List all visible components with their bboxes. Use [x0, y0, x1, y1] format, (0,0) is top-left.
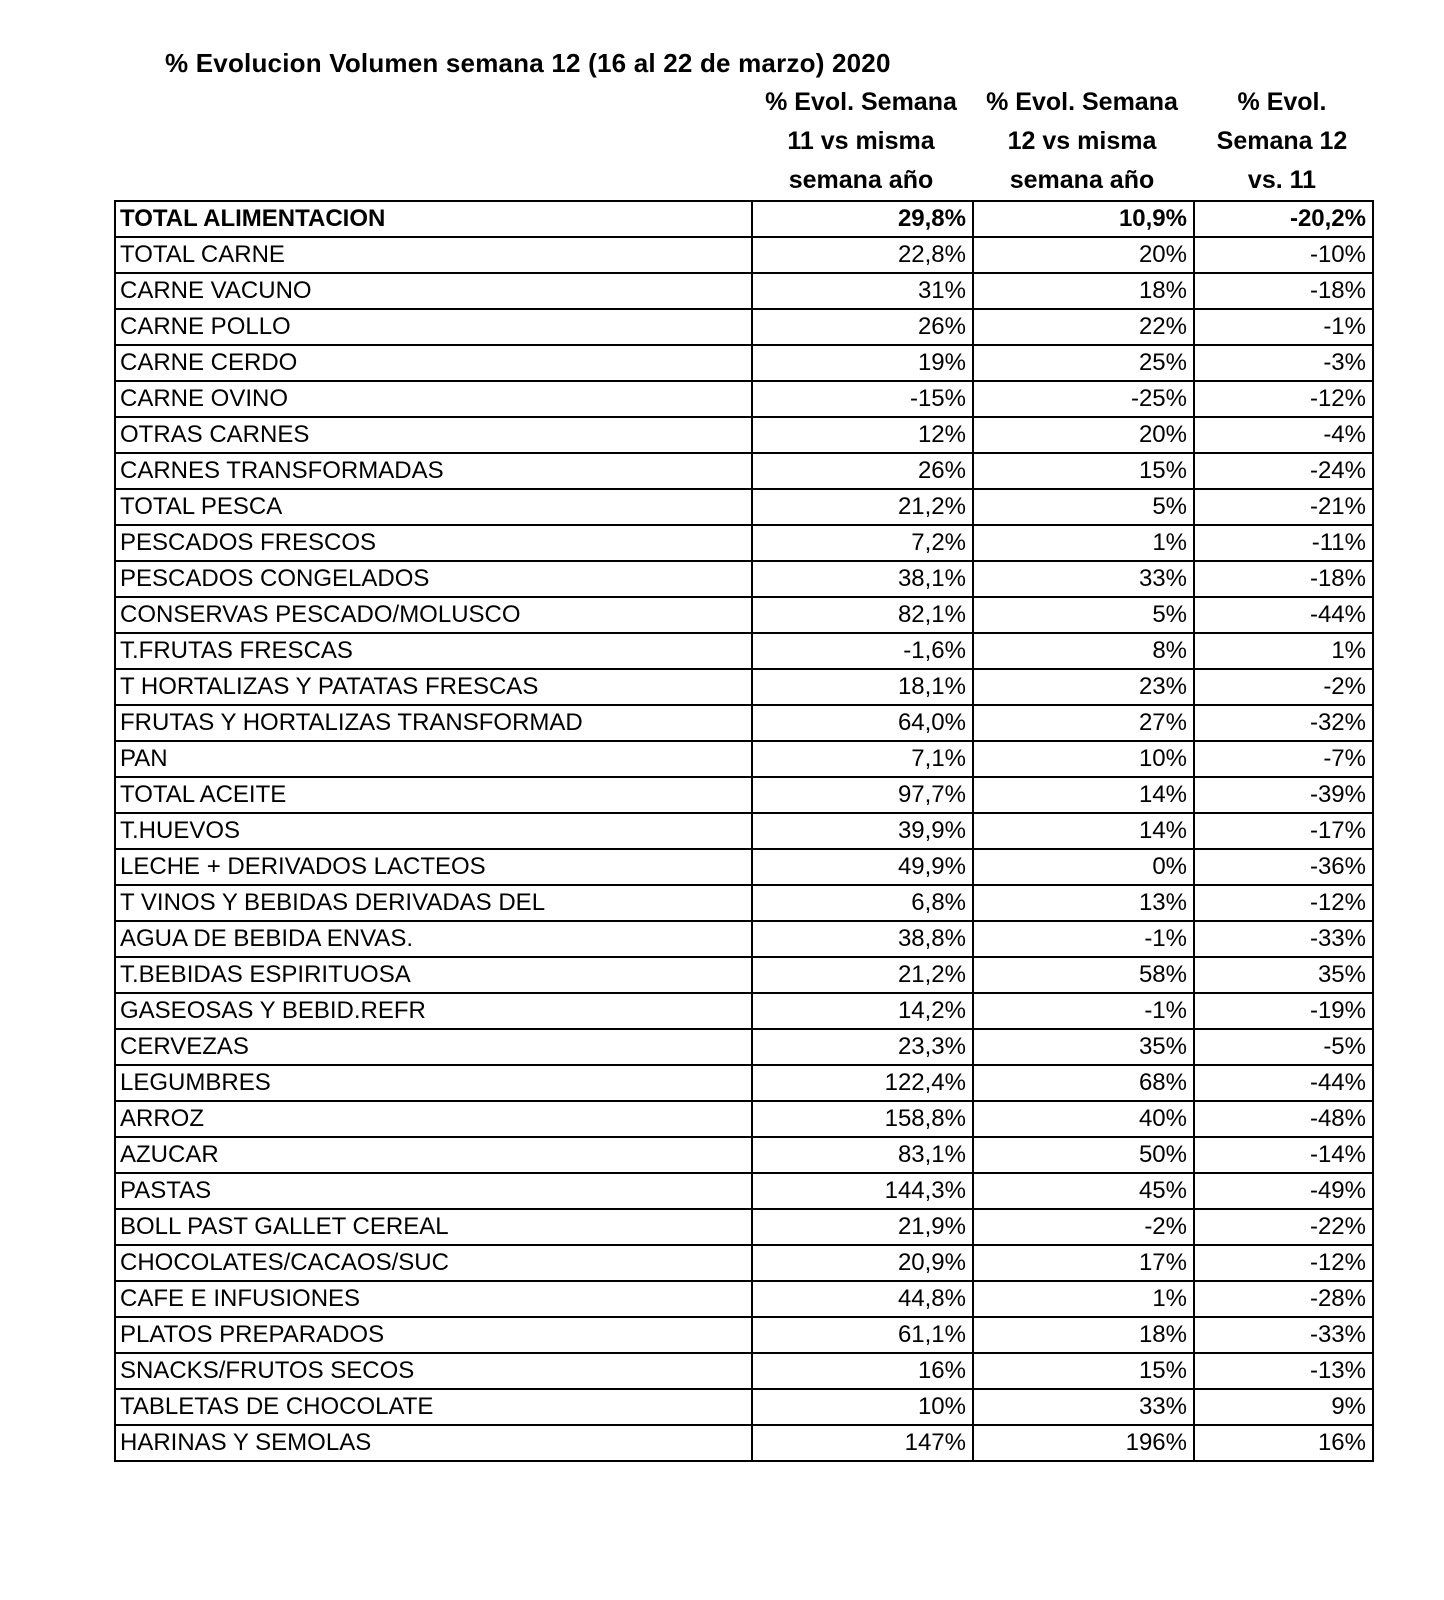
- column-header-line: vs. 11: [1247, 166, 1317, 194]
- category-cell: FRUTAS Y HORTALIZAS TRANSFORMAD: [115, 705, 752, 741]
- evol-week12-vs-11-cell: -10%: [1194, 237, 1373, 273]
- category-cell: CAFE E INFUSIONES: [115, 1281, 752, 1317]
- evol-week12-cell: 25%: [973, 345, 1194, 381]
- category-cell: T HORTALIZAS Y PATATAS FRESCAS: [115, 669, 752, 705]
- evol-week12-cell: 1%: [973, 1281, 1194, 1317]
- evol-week12-vs-11-cell: -5%: [1194, 1029, 1373, 1065]
- evol-week11-cell: 6,8%: [752, 885, 973, 921]
- evol-week11-cell: -1,6%: [752, 633, 973, 669]
- column-header-line: Semana 12: [1216, 127, 1348, 155]
- category-cell: CONSERVAS PESCADO/MOLUSCO: [115, 597, 752, 633]
- evol-week12-cell: -1%: [973, 993, 1194, 1029]
- evol-week11-cell: 14,2%: [752, 993, 973, 1029]
- category-cell: BOLL PAST GALLET CEREAL: [115, 1209, 752, 1245]
- table-row: [115, 1245, 1373, 1281]
- evol-week11-cell: 64,0%: [752, 705, 973, 741]
- table-row: [115, 345, 1373, 381]
- table-body: [115, 201, 1373, 1461]
- evol-week11-cell: 39,9%: [752, 813, 973, 849]
- category-cell: CHOCOLATES/CACAOS/SUC: [115, 1245, 752, 1281]
- evol-week11-cell: 38,1%: [752, 561, 973, 597]
- category-cell: OTRAS CARNES: [115, 417, 752, 453]
- evol-week12-cell: 68%: [973, 1065, 1194, 1101]
- evol-week12-vs-11-cell: -4%: [1194, 417, 1373, 453]
- evol-week11-cell: 144,3%: [752, 1173, 973, 1209]
- evol-week11-cell: 21,2%: [752, 489, 973, 525]
- evol-week11-cell: 31%: [752, 273, 973, 309]
- table-row: [115, 993, 1373, 1029]
- table-row: [115, 273, 1373, 309]
- category-cell: LECHE + DERIVADOS LACTEOS: [115, 849, 752, 885]
- evol-week12-cell: 22%: [973, 309, 1194, 345]
- evol-week11-cell: 44,8%: [752, 1281, 973, 1317]
- evol-week12-cell: 40%: [973, 1101, 1194, 1137]
- evol-week11-cell: 61,1%: [752, 1317, 973, 1353]
- table-row: [115, 1173, 1373, 1209]
- evol-week12-cell: -25%: [973, 381, 1194, 417]
- evol-week12-cell: 5%: [973, 597, 1194, 633]
- table-row: [115, 1389, 1373, 1425]
- category-cell: LEGUMBRES: [115, 1065, 752, 1101]
- evol-week11-cell: 158,8%: [752, 1101, 973, 1137]
- table-row: [115, 1065, 1373, 1101]
- evol-week12-vs-11-cell: -36%: [1194, 849, 1373, 885]
- evol-week12-cell: 50%: [973, 1137, 1194, 1173]
- column-header-line: semana año: [788, 166, 934, 194]
- evol-week12-vs-11-cell: -20,2%: [1194, 201, 1373, 237]
- evol-week12-cell: 58%: [973, 957, 1194, 993]
- evol-week12-cell: 15%: [973, 1353, 1194, 1389]
- evol-week12-vs-11-cell: -28%: [1194, 1281, 1373, 1317]
- table-row: [115, 201, 1373, 237]
- evol-week11-cell: 82,1%: [752, 597, 973, 633]
- table-row: [115, 849, 1373, 885]
- table-row: [115, 597, 1373, 633]
- category-cell: CARNE POLLO: [115, 309, 752, 345]
- evol-week12-vs-11-cell: -22%: [1194, 1209, 1373, 1245]
- column-header-line: % Evol.: [1237, 88, 1327, 116]
- evol-week12-vs-11-cell: -33%: [1194, 921, 1373, 957]
- evol-week12-vs-11-cell: -13%: [1194, 1353, 1373, 1389]
- evol-week12-cell: 14%: [973, 813, 1194, 849]
- evol-week12-cell: 17%: [973, 1245, 1194, 1281]
- evol-week12-vs-11-cell: -44%: [1194, 597, 1373, 633]
- evol-week12-vs-11-cell: -17%: [1194, 813, 1373, 849]
- evol-week12-vs-11-cell: 35%: [1194, 957, 1373, 993]
- evol-week12-cell: -1%: [973, 921, 1194, 957]
- evol-week12-cell: 33%: [973, 1389, 1194, 1425]
- table-row: [115, 669, 1373, 705]
- evol-week12-vs-11-cell: -2%: [1194, 669, 1373, 705]
- evol-week12-vs-11-cell: 16%: [1194, 1425, 1373, 1461]
- category-cell: TOTAL PESCA: [115, 489, 752, 525]
- category-cell: SNACKS/FRUTOS SECOS: [115, 1353, 752, 1389]
- category-cell: AZUCAR: [115, 1137, 752, 1173]
- evol-week11-cell: 23,3%: [752, 1029, 973, 1065]
- evol-week12-vs-11-cell: -14%: [1194, 1137, 1373, 1173]
- table-row: [115, 1101, 1373, 1137]
- evol-week11-cell: 38,8%: [752, 921, 973, 957]
- evol-week12-vs-11-cell: -39%: [1194, 777, 1373, 813]
- evol-week12-vs-11-cell: -7%: [1194, 741, 1373, 777]
- evol-week12-cell: 13%: [973, 885, 1194, 921]
- evol-week12-vs-11-cell: -44%: [1194, 1065, 1373, 1101]
- table-row: [115, 921, 1373, 957]
- evol-week12-cell: 14%: [973, 777, 1194, 813]
- table-row: [115, 237, 1373, 273]
- evol-week12-cell: 35%: [973, 1029, 1194, 1065]
- evol-week11-cell: 19%: [752, 345, 973, 381]
- evol-week11-cell: 147%: [752, 1425, 973, 1461]
- evol-week12-vs-11-cell: -18%: [1194, 561, 1373, 597]
- category-cell: TOTAL CARNE: [115, 237, 752, 273]
- evol-week12-cell: 5%: [973, 489, 1194, 525]
- evol-week11-cell: 21,9%: [752, 1209, 973, 1245]
- evol-week12-vs-11-cell: -1%: [1194, 309, 1373, 345]
- table-row: [115, 1209, 1373, 1245]
- evol-week12-vs-11-cell: -12%: [1194, 885, 1373, 921]
- evol-week11-cell: 49,9%: [752, 849, 973, 885]
- evol-week12-vs-11-cell: -24%: [1194, 453, 1373, 489]
- evol-week12-vs-11-cell: 1%: [1194, 633, 1373, 669]
- column-headers: [0, 83, 1444, 201]
- evol-week12-cell: 18%: [973, 1317, 1194, 1353]
- evol-week11-cell: 83,1%: [752, 1137, 973, 1173]
- table-row: [115, 1353, 1373, 1389]
- evol-week12-cell: 15%: [973, 453, 1194, 489]
- evol-week12-cell: 10,9%: [973, 201, 1194, 237]
- table-row: [115, 309, 1373, 345]
- table-row: [115, 813, 1373, 849]
- evol-week12-vs-11-cell: -3%: [1194, 345, 1373, 381]
- page-title: % Evolucion Volumen semana 12 (16 al 22 de marzo) 2020: [165, 48, 891, 78]
- table-row: [115, 1029, 1373, 1065]
- category-cell: GASEOSAS Y BEBID.REFR: [115, 993, 752, 1029]
- evol-week12-vs-11-cell: 9%: [1194, 1389, 1373, 1425]
- evol-week12-vs-11-cell: -32%: [1194, 705, 1373, 741]
- evol-week12-cell: 20%: [973, 417, 1194, 453]
- table-row: [115, 381, 1373, 417]
- category-cell: PESCADOS FRESCOS: [115, 525, 752, 561]
- category-cell: CARNE VACUNO: [115, 273, 752, 309]
- table-row: [115, 777, 1373, 813]
- evol-week12-vs-11-cell: -49%: [1194, 1173, 1373, 1209]
- evol-week12-vs-11-cell: -12%: [1194, 381, 1373, 417]
- column-header-line: % Evol. Semana: [986, 88, 1178, 116]
- evol-week11-cell: 10%: [752, 1389, 973, 1425]
- evol-week12-vs-11-cell: -33%: [1194, 1317, 1373, 1353]
- column-header-line: % Evol. Semana: [765, 88, 957, 116]
- evol-week12-cell: 23%: [973, 669, 1194, 705]
- table-row: [115, 705, 1373, 741]
- evol-week12-cell: -2%: [973, 1209, 1194, 1245]
- table-row: [115, 1281, 1373, 1317]
- category-cell: PASTAS: [115, 1173, 752, 1209]
- evol-week11-cell: 18,1%: [752, 669, 973, 705]
- category-cell: HARINAS Y SEMOLAS: [115, 1425, 752, 1461]
- evol-week12-vs-11-cell: -21%: [1194, 489, 1373, 525]
- table-row: [115, 453, 1373, 489]
- evolution-table: [114, 200, 1374, 1462]
- evol-week11-cell: 22,8%: [752, 237, 973, 273]
- evol-week11-cell: 122,4%: [752, 1065, 973, 1101]
- category-cell: CERVEZAS: [115, 1029, 752, 1065]
- table-row: [115, 1137, 1373, 1173]
- evol-week11-cell: 7,2%: [752, 525, 973, 561]
- evol-week11-cell: 29,8%: [752, 201, 973, 237]
- evol-week11-cell: 16%: [752, 1353, 973, 1389]
- evol-week12-cell: 20%: [973, 237, 1194, 273]
- category-cell: TOTAL ALIMENTACION: [115, 201, 752, 237]
- category-cell: AGUA DE BEBIDA ENVAS.: [115, 921, 752, 957]
- table-row: [115, 1317, 1373, 1353]
- table-row: [115, 417, 1373, 453]
- evol-week11-cell: 7,1%: [752, 741, 973, 777]
- category-cell: CARNES TRANSFORMADAS: [115, 453, 752, 489]
- category-cell: CARNE OVINO: [115, 381, 752, 417]
- evol-week12-vs-11-cell: -48%: [1194, 1101, 1373, 1137]
- evol-week11-cell: 21,2%: [752, 957, 973, 993]
- table-row: [115, 1425, 1373, 1461]
- evol-week12-vs-11-cell: -12%: [1194, 1245, 1373, 1281]
- category-cell: T VINOS Y BEBIDAS DERIVADAS DEL: [115, 885, 752, 921]
- category-cell: T.FRUTAS FRESCAS: [115, 633, 752, 669]
- category-cell: PESCADOS CONGELADOS: [115, 561, 752, 597]
- evol-week11-cell: 20,9%: [752, 1245, 973, 1281]
- evol-week12-cell: 18%: [973, 273, 1194, 309]
- category-cell: TABLETAS DE CHOCOLATE: [115, 1389, 752, 1425]
- evol-week12-cell: 196%: [973, 1425, 1194, 1461]
- column-header-week12: [973, 83, 1191, 200]
- evol-week11-cell: 97,7%: [752, 777, 973, 813]
- table-row: [115, 561, 1373, 597]
- column-header-line: 12 vs misma: [1007, 127, 1157, 155]
- evol-week11-cell: 12%: [752, 417, 973, 453]
- evol-week12-cell: 10%: [973, 741, 1194, 777]
- evol-week12-cell: 8%: [973, 633, 1194, 669]
- evol-week12-cell: 0%: [973, 849, 1194, 885]
- evol-week11-cell: 26%: [752, 453, 973, 489]
- evol-week12-vs-11-cell: -18%: [1194, 273, 1373, 309]
- evol-week12-vs-11-cell: -19%: [1194, 993, 1373, 1029]
- table-row: [115, 489, 1373, 525]
- evol-week12-cell: 45%: [973, 1173, 1194, 1209]
- column-header-line: 11 vs misma: [787, 127, 935, 155]
- column-header-week11: [752, 83, 970, 200]
- category-cell: T.HUEVOS: [115, 813, 752, 849]
- table-row: [115, 741, 1373, 777]
- category-cell: TOTAL ACEITE: [115, 777, 752, 813]
- category-cell: CARNE CERDO: [115, 345, 752, 381]
- table-row: [115, 885, 1373, 921]
- evol-week12-cell: 33%: [973, 561, 1194, 597]
- table-row: [115, 525, 1373, 561]
- evol-week12-vs-11-cell: -11%: [1194, 525, 1373, 561]
- evol-week12-cell: 1%: [973, 525, 1194, 561]
- category-cell: ARROZ: [115, 1101, 752, 1137]
- column-header-line: semana año: [1009, 166, 1155, 194]
- column-header-week12-vs-11: [1193, 83, 1371, 200]
- category-cell: PLATOS PREPARADOS: [115, 1317, 752, 1353]
- evol-week12-cell: 27%: [973, 705, 1194, 741]
- evol-week11-cell: 26%: [752, 309, 973, 345]
- category-cell: T.BEBIDAS ESPIRITUOSA: [115, 957, 752, 993]
- table-row: [115, 633, 1373, 669]
- table-row: [115, 957, 1373, 993]
- category-cell: PAN: [115, 741, 752, 777]
- evol-week11-cell: -15%: [752, 381, 973, 417]
